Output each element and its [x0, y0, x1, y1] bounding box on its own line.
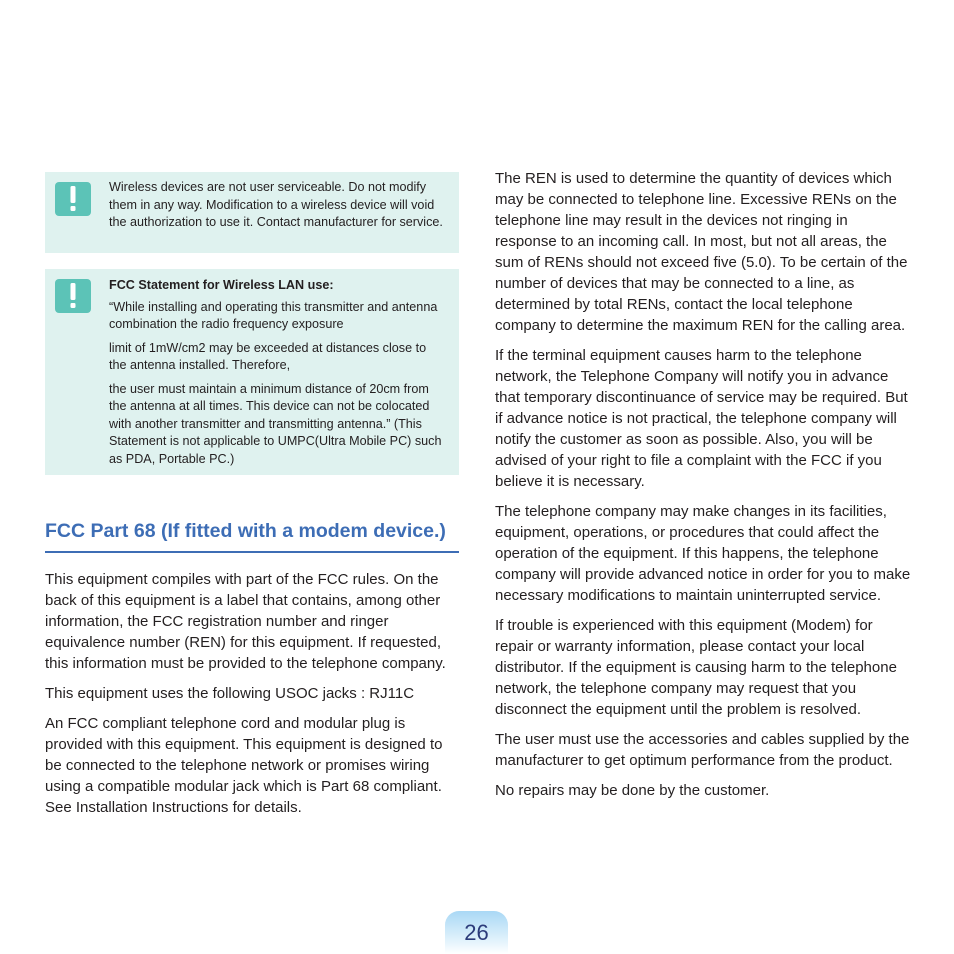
notice-paragraph: limit of 1mW/cm2 may be exceeded at distances close to the antenna installed. Therefore, [109, 340, 427, 372]
paragraph: This equipment compiles with part of the FCC rules. On the back of this equipment is a label that contains, among other information, the FCC registration number and ringer equivalence number (REN) for this equipment. If requested, this information must be provided to the telephone company. [45, 571, 446, 672]
left-body-text [45, 569, 459, 818]
paragraph: The telephone company may make changes in its facilities, equipment, operations, or procedures that could affect the operation of the equipment. If this happens, the telephone company will provide advanced notice in order for you to make necessary modifications to maintain uninterrupted service. [495, 503, 911, 604]
exclamation-icon [55, 182, 91, 216]
warning-notice-fcc-wlan [45, 269, 459, 475]
paragraph: The REN is used to determine the quantity of devices which may be connected to telephone line. Excessive RENs on the telephone line may result in the devices not ringing in response to an incoming call. In most, but not all areas, the sum of RENs should not exceed five (5.0). To be certain of the number of devices that may be connected to a line, as determined by total RENs, contact the local telephone company to determine the maximum REN for the calling area. [495, 170, 908, 334]
paragraph: No repairs may be done by the customer. [495, 782, 770, 799]
section-title: FCC Part 68 (If fitted with a modem device.) [45, 519, 459, 553]
page-number: 26 [445, 911, 508, 954]
paragraph: This equipment uses the following USOC jacks : RJ11C [45, 685, 415, 702]
right-column [495, 168, 913, 810]
right-body-text [495, 168, 913, 801]
paragraph: An FCC compliant telephone cord and modular plug is provided with this equipment. This equipment is designed to be connected to the telephone network or promises wiring using a compatible modular jack which is Part 68 compliant. See Installation Instructions for details. [45, 715, 443, 816]
notice-title: FCC Statement for Wireless LAN use: [109, 278, 334, 292]
paragraph: The user must use the accessories and cables supplied by the manufacturer to get optimum performance from the product. [495, 731, 910, 769]
paragraph: If the terminal equipment causes harm to the telephone network, the Telephone Company will notify you in advance that temporary discontinuance of service may be required. But if advance notice is not practical, the telephone company will notify the customer as soon as possible. Also, you will be advised of your right to file a complaint with the FCC if you believe it is necessary. [495, 347, 908, 490]
notice-paragraph: “While installing and operating this transmitter and antenna combination the radio frequency exposure [109, 299, 438, 331]
warning-notice-wireless [45, 172, 459, 253]
exclamation-icon [55, 279, 91, 313]
left-column [45, 172, 459, 827]
notice-text: Wireless devices are not user serviceable. Do not modify them in any way. Modification to a wireless device will void the authorization to use it. Contact manufacturer for service. [109, 180, 443, 229]
paragraph: If trouble is experienced with this equipment (Modem) for repair or warranty information, please contact your local distributor. If the equipment is causing harm to the telephone network, the telephone company may request that you disconnect the equipment until the problem is resolved. [495, 617, 897, 718]
notice-paragraph: the user must maintain a minimum distance of 20cm from the antenna at all times. This device can not be colocated with another transmitter and transmitting antenna.” (This Statement is not applicable to UMPC(Ultra Mobile PC) such as PDA, Portable PC.) [109, 381, 442, 466]
